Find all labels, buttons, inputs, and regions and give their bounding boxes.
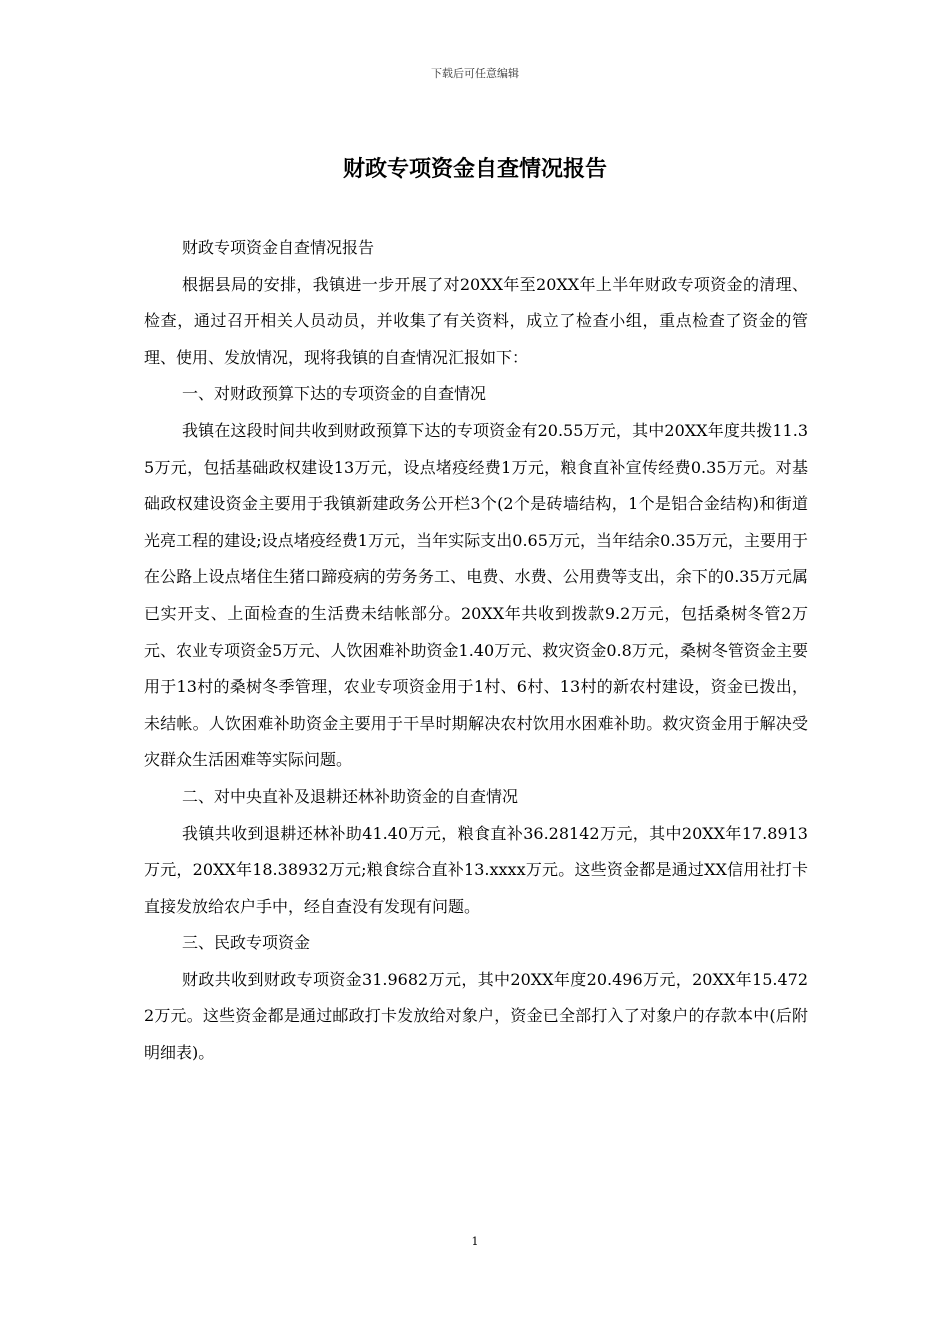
- paragraph-subtitle: 财政专项资金自查情况报告: [182, 238, 375, 257]
- paragraph-section-1: 我镇在这段时间共收到财政预算下达的专项资金有20.55万元，其中20XX年度共拨11.35万元，包括基础政权建设13万元，设点堵疫经费1万元，粮食直补宣传经费0.35万元。对基础政权建设资金主要用于我镇新建政务公开栏3个(2个是砖墙结构，1个是铝合金结构)和街道光亮工程的建设;设点堵疫经费1万元，当年实际支出0.65万元，当年结余0.35万元，主要用于在公路上设点堵住生猪口蹄疫病的劳务务工、电费、水费、公用费等支出，余下的0.35万元属已实开支、上面检查的生活费未结帐部分。20XX年共收到拨款9.2万元，包括桑树冬管2万元、农业专项资金5万元、人饮困难补助资金1.40万元、救灾资金0.8万元，桑树冬管资金主要用于13村的桑树冬季管理，农业专项资金用于1村、6村、13村的新农村建设，资金已拨出，未结帐。人饮困难补助资金主要用于干旱时期解决农村饮用水困难补助。救灾资金用于解决受灾群众生活困难等实际问题。: [144, 420, 808, 770]
- document-title: 财政专项资金自查情况报告: [342, 156, 607, 182]
- paragraph-section-2: 我镇共收到退耕还林补助41.40万元，粮食直补36.28142万元，其中20XX年17.8913万元，20XX年18.38932万元;粮食综合直补13.xxxx万元。这些资金都是通过XX信用社打卡直接发放给农户手中，经自查没有发现有问题。: [144, 823, 808, 916]
- section-heading-1: 一、对财政预算下达的专项资金的自查情况: [182, 384, 487, 404]
- section-heading-2: 二、对中央直补及退耕还林补助资金的自查情况: [182, 786, 519, 806]
- paragraph-intro: 根据县局的安排，我镇进一步开展了对20XX年至20XX年上半年财政专项资金的清理、检查，通过召开相关人员动员，并收集了有关资料，成立了检查小组，重点检查了资金的管理、使用、发放情况，现将我镇的自查情况汇报如下：: [144, 274, 808, 367]
- paragraph-section-3: 财政共收到财政专项资金31.9682万元，其中20XX年度20.496万元，20XX年15.4722万元。这些资金都是通过邮政打卡发放给对象户，资金已全部打入了对象户的存款本中(后附明细表)。: [144, 969, 808, 1063]
- document-body: [144, 230, 808, 1072]
- page-number: 1: [471, 1235, 479, 1248]
- page-header-note: 下载后可任意编辑: [431, 67, 519, 80]
- section-heading-3: 三、民政专项资金: [182, 933, 311, 953]
